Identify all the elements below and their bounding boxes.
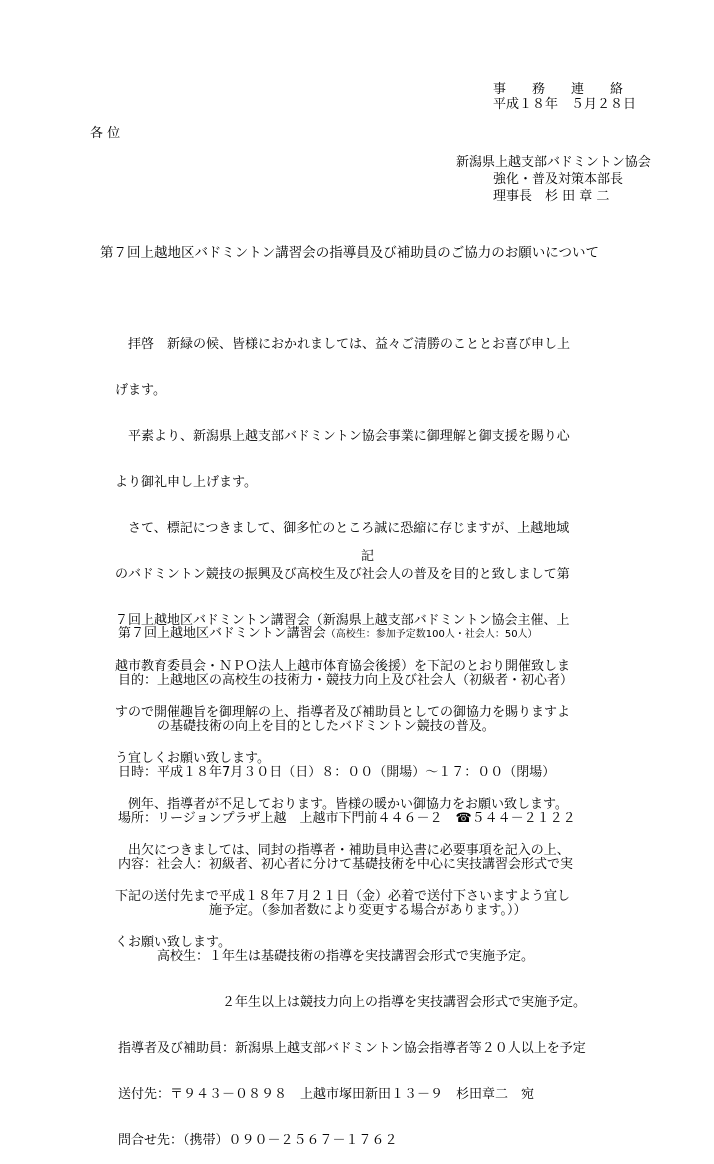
document-date: 平成１８年 ５月２８日 — [493, 97, 637, 112]
event-note: （高校生：参加予定数100人・社会人：50人） — [325, 629, 538, 640]
inquiry-line: 問合せ先：（携帯）０９０－２５６７－１７６２ — [118, 1133, 398, 1148]
instructors-line: 指導者及び補助員：新潟県上越支部バドミントン協会指導者等２０人以上を予定 — [118, 1041, 586, 1056]
sender-organization: 新潟県上越支部バドミントン協会 — [456, 155, 651, 170]
sender-department: 強化・普及対策本部長 — [493, 172, 624, 187]
body-line: 例年、指導者が不足しております。皆様の暖かい御協力をお願い致します。 — [115, 797, 568, 812]
document-subject: 第７回上越地区バドミントン講習会の指導員及び補助員のご協力のお願いについて — [100, 245, 599, 261]
content-line: 高校生：１年生は基礎技術の指導を実技講習会形式で実施予定。 — [118, 949, 535, 964]
content-line: ２年生以上は競技力向上の指導を実技講習会形式で実施予定。 — [118, 995, 587, 1010]
event-title-line — [118, 626, 586, 643]
body-line: う宜しくお願い致します。 — [115, 751, 270, 766]
body-line: 下記の送付先まで平成１８年７月２１日（金）必着で送付下さいますよう宜し — [115, 889, 571, 904]
event-details — [118, 596, 586, 1164]
ki-heading: 記 — [361, 549, 375, 564]
memo-label: 事 務 連 絡 — [493, 82, 624, 97]
content-line: 施予定。（参加者数により変更する場合があります。）） — [118, 903, 527, 918]
venue-line: 場所：リージョンプラザ上越 上越市下門前４４６－２ ☎５４４－２１２２ — [118, 811, 576, 826]
purpose-line: の基礎技術の向上を目的としたバドミントン競技の普及。 — [118, 719, 495, 734]
body-line: のバドミントン競技の振興及び高校生及び社会人の普及を目的と致しまして第 — [115, 567, 570, 582]
body-line: げます。 — [115, 383, 166, 398]
purpose-line: 目的：上越地区の高校生の技術力・競技力向上及び社会人（初級者・初心者） — [118, 673, 574, 688]
body-line: 拝啓 新緑の候、皆様におかれましては、益々ご清勝のこととお喜び申し上 — [115, 337, 571, 352]
content-line: 内容：社会人：初級者、初心者に分けて基礎技術を中心に実技講習会形式で実 — [118, 857, 574, 872]
body-line: 越市教育委員会・ＮＰＯ法人上越市体育協会後援）を下記のとおり開催致しま — [115, 659, 571, 674]
addressee: 各 位 — [90, 126, 121, 141]
body-line: 平素より、新潟県上越支部バドミントン協会事業に御理解と御支援を賜り心 — [115, 429, 570, 444]
datetime-line: 日時：平成１８年7月３０日（日）８：００（開場）～１７：００（閉場） — [118, 765, 556, 780]
event-title: 第７回上越地区バドミントン講習会 — [118, 626, 326, 641]
body-line: 出欠につきましては、同封の指導者・補助員申込書に必要事項を記入の上、 — [115, 843, 570, 858]
body-line: より御礼申し上げます。 — [115, 475, 257, 490]
body-line: すので開催趣旨を御理解の上、指導者及び補助員としての御協力を賜りますよ — [115, 705, 571, 720]
body-line: ７回上越地区バドミントン講習会（新潟県上越支部バドミントン協会主催、上 — [115, 613, 570, 628]
body-line: さて、標記につきまして、御多忙のところ誠に恐縮に存じますが、上越地域 — [115, 521, 570, 536]
sender-chairman: 理事長 杉 田 章 二 — [493, 189, 610, 204]
send-to-line: 送付先：〒９４３－０８９８ 上越市塚田新田１３－９ 杉田章二 宛 — [118, 1087, 535, 1102]
body-line: くお願い致します。 — [115, 935, 231, 950]
